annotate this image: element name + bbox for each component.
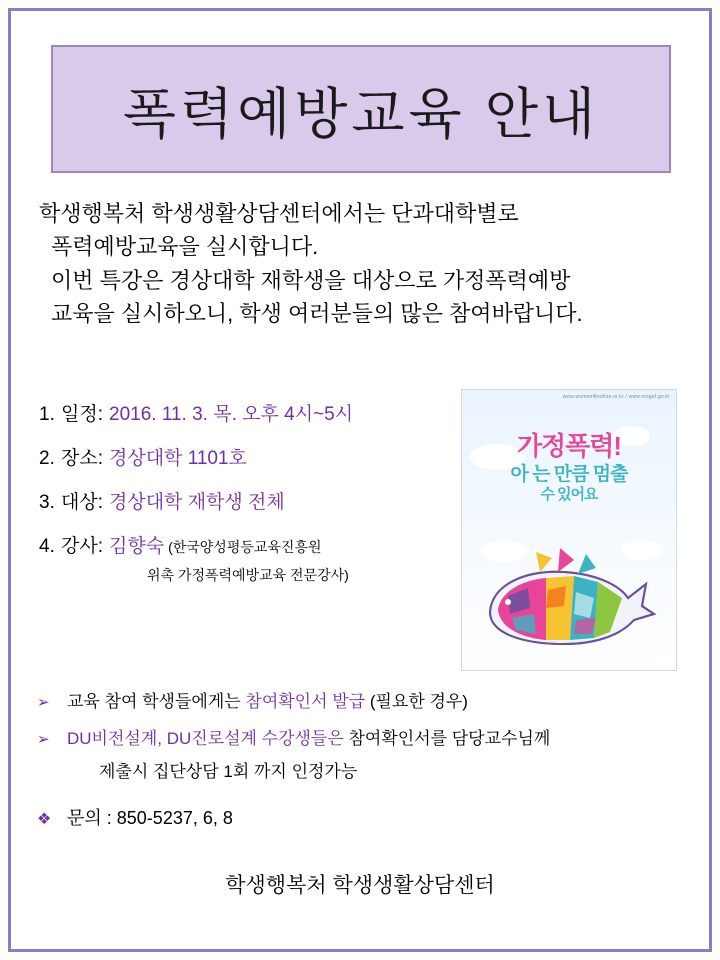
poster-headline-main: 가정폭력!	[516, 431, 622, 461]
detail-row-place	[39, 443, 459, 470]
detail-number: 1.	[39, 404, 55, 425]
details-list	[39, 399, 459, 585]
intro-line-1: 학생행복처 학생생활상담센터에서는 단과대학별로	[39, 201, 519, 226]
detail-label: 강사:	[61, 536, 103, 557]
note-row-certificate	[37, 687, 687, 712]
detail-row-audience	[39, 487, 459, 514]
intro-line-3: 이번 특강은 경상대학 재학생을 대상으로 가정폭력예방	[51, 267, 571, 293]
poster-url-text: www.women4hotline.or.kr / www.mogef.go.kr	[562, 394, 670, 400]
title-box	[51, 45, 671, 173]
intro-line-2: 폭력예방교육을 실시합니다.	[51, 234, 319, 260]
note-segment-highlight: DU비전설계, DU진로설계 수강생들은	[67, 729, 344, 748]
detail-row-schedule	[39, 399, 459, 426]
intro-line-4: 교육을 실시하오니, 학생 여러분들의 많은 참여바랍니다.	[51, 301, 583, 327]
footer-organization: 학생행복처 학생생활상담센터	[225, 874, 495, 897]
note-text	[67, 687, 468, 712]
poster-headline-small: 수 있어요	[540, 485, 598, 503]
page-content	[11, 11, 709, 949]
note-subline: 제출시 집단상담 1회 까지 인정가능	[99, 762, 358, 781]
poster-headline-mid: 아 는 만큼 멈출	[510, 463, 628, 485]
note-segment: 교육 참여 학생들에게는	[67, 692, 246, 711]
page-title: 폭력예방교육 안내	[122, 82, 600, 145]
detail-value: 김향숙	[109, 536, 165, 557]
detail-label: 장소:	[61, 448, 103, 469]
whale-illustration-icon	[478, 540, 662, 658]
detail-number: 2.	[39, 448, 55, 469]
note-segment: (필요한 경우)	[369, 692, 468, 711]
arrow-bullet-icon: ➢	[37, 694, 50, 711]
contact-text: 문의 : 850-5237, 6, 8	[67, 808, 233, 828]
arrow-bullet-icon: ➢	[37, 731, 50, 748]
detail-value: 2016. 11. 3. 목. 오후 4시~5시	[109, 404, 354, 425]
notes-list	[37, 687, 687, 830]
detail-sub: (한국양성평등교육진흥원	[168, 539, 322, 555]
detail-value: 경상대학 1101호	[109, 448, 247, 469]
detail-row-lecturer	[39, 531, 459, 558]
note-segment: 참여확인서를 담당교수님께	[348, 729, 551, 748]
diamond-bullet-icon: ❖	[37, 811, 52, 828]
detail-label: 대상:	[61, 492, 103, 513]
detail-value: 경상대학 재학생 전체	[109, 492, 285, 513]
detail-number: 4.	[39, 536, 55, 557]
detail-sub-line2: 위촉 가정폭력예방교육 전문강사)	[147, 567, 349, 583]
contact-row	[37, 804, 687, 830]
detail-label: 일정:	[61, 404, 103, 425]
domestic-violence-prevention-poster	[461, 389, 677, 671]
intro-paragraph	[39, 197, 694, 331]
detail-number: 3.	[39, 492, 55, 513]
note-text	[67, 724, 550, 749]
note-segment-highlight: 참여확인서 발급	[245, 692, 366, 711]
poster-headline	[462, 432, 676, 503]
note-row-du-courses	[37, 724, 687, 749]
